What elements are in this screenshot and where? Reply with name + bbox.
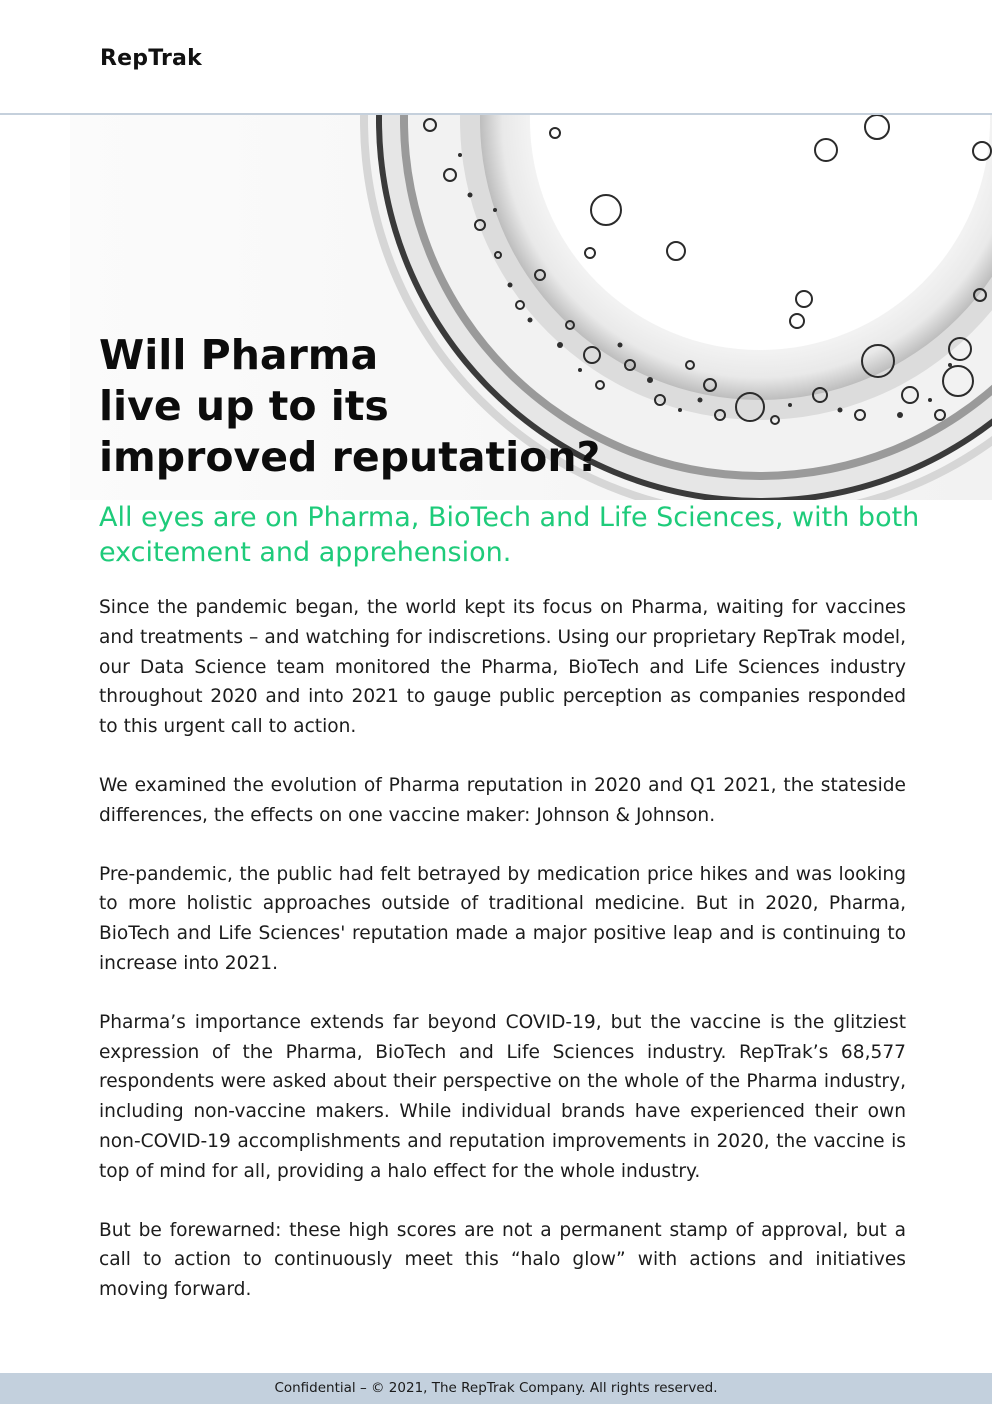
title-line-3: improved reputation? — [99, 433, 601, 481]
article-body — [99, 593, 906, 1334]
page-title — [99, 330, 659, 483]
paragraph: Pharma’s importance extends far beyond COVID-19, but the vaccine is the glitziest expression of the Pharma, BioTech and Life Sciences industry. RepTrak’s 68,577 respondents were asked about their perspective on the whole of the Pharma industry, including non-vaccine makers. While individual brands have experienced their own non-COVID-19 accomplishments and reputation improvements in 2020, the vaccine is top of mind for all, providing a halo effect for the whole industry. — [99, 1011, 906, 1182]
waveform-logo-icon — [36, 38, 90, 78]
title-line-1: Will Pharma — [99, 331, 379, 379]
paragraph: Since the pandemic began, the world kept its focus on Pharma, waiting for vaccines and treatments – and watching for indiscretions. Using our proprietary RepTrak model, our Data Science team monitored the Pharma, BioTech and Life Sciences industry throughout 2020 and into 2021 to gauge public perception as companies responded to this urgent call to action. — [99, 597, 906, 738]
title-line-2: live up to its — [99, 382, 389, 430]
page-footer: Confidential – © 2021, The RepTrak Company. All rights reserved. — [0, 1373, 992, 1404]
paragraph: Pre-pandemic, the public had felt betrayed by medication price hikes and was looking to more holistic approaches outside of traditional medicine. But in 2020, Pharma, BioTech and Life Sciences' reputation made a major positive leap and is continuing to increase into 2021. — [99, 863, 906, 974]
paragraph: But be forewarned: these high scores are not a permanent stamp of approval, but a call to action to continuously meet this “halo glow” with actions and initiatives moving forward. — [99, 1219, 906, 1301]
subtitle: All eyes are on Pharma, BioTech and Life Sciences, with both excitement and apprehension. — [99, 502, 920, 568]
brand-logo[interactable] — [36, 38, 202, 78]
paragraph: We examined the evolution of Pharma reputation in 2020 and Q1 2021, the stateside differences, the effects on one vaccine maker: Johnson & Johnson. — [99, 774, 906, 826]
brand-name: RepTrak — [100, 45, 202, 71]
page-header — [0, 0, 992, 115]
